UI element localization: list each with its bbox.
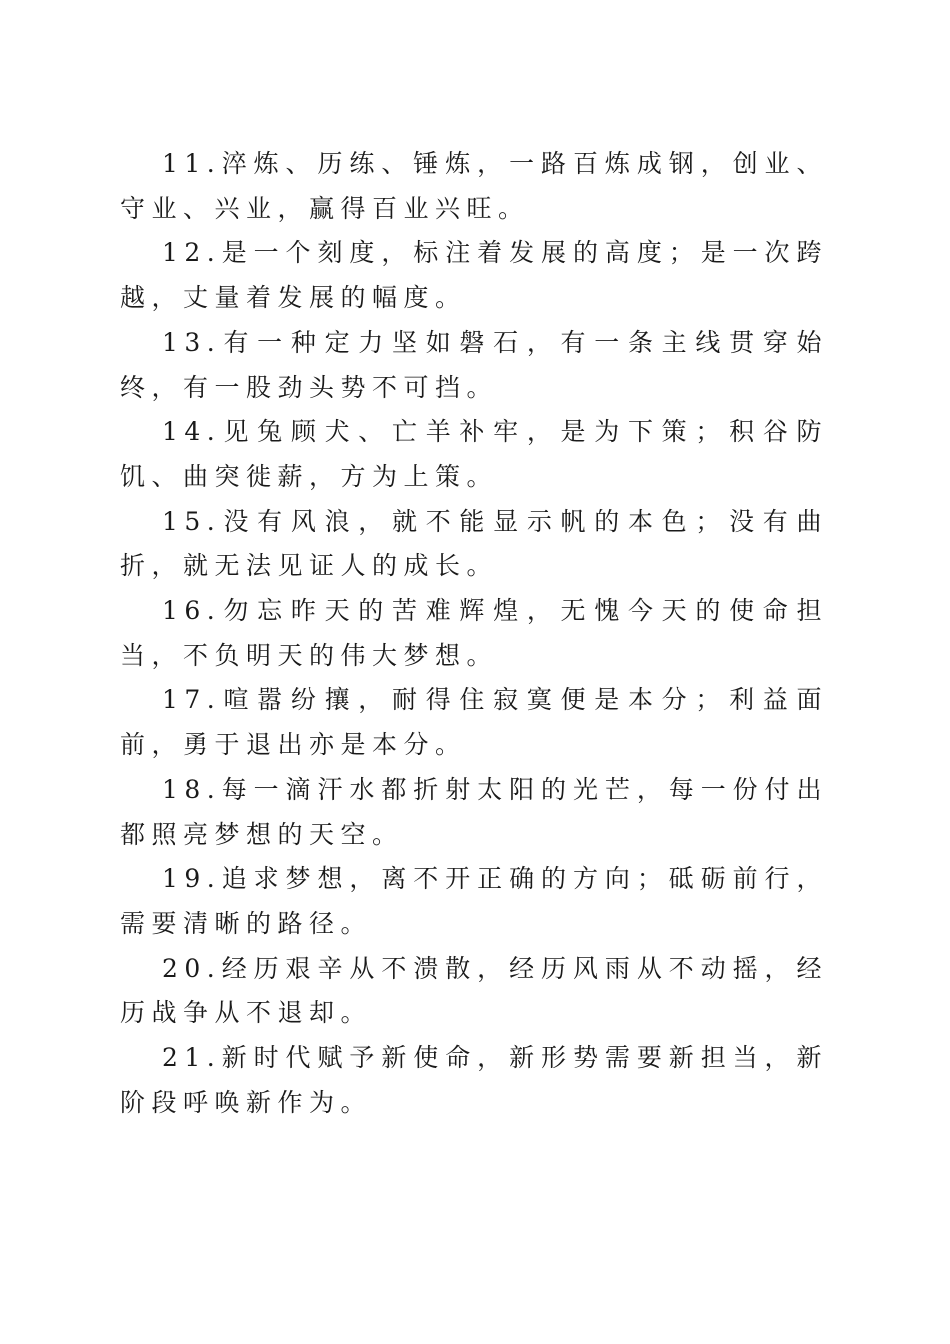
list-item: 14.见兔顾犬、亡羊补牢，是为下策；积谷防饥、曲突徙薪，方为上策。 (120, 417, 828, 491)
list-item: 17.喧嚣纷攘，耐得住寂寞便是本分；利益面前，勇于退出亦是本分。 (120, 685, 828, 760)
document-body (120, 142, 828, 1125)
list-item: 18.每一滴汗水都折射太阳的光芒，每一份付出都照亮梦想的天空。 (120, 774, 828, 849)
list-item: 21.新时代赋予新使命，新形势需要新担当，新阶段呼唤新作为。 (120, 1043, 828, 1117)
list-item: 20.经历艰辛从不溃散，经历风雨从不动摇，经历战争从不退却。 (120, 953, 828, 1028)
list-item: 16.勿忘昨天的苦难辉煌，无愧今天的使命担当，不负明天的伟大梦想。 (120, 596, 828, 670)
list-item: 19.追求梦想，离不开正确的方向；砥砺前行，需要清晰的路径。 (120, 864, 828, 938)
list-item: 11.淬炼、历练、锤炼，一路百炼成钢，创业、守业、兴业，赢得百业兴旺。 (120, 149, 828, 223)
list-item: 12.是一个刻度，标注着发展的高度；是一次跨越，丈量着发展的幅度。 (120, 238, 828, 313)
list-item: 15.没有风浪，就不能显示帆的本色；没有曲折，就无法见证人的成长。 (120, 506, 828, 581)
list-item: 13.有一种定力坚如磐石，有一条主线贯穿始终，有一股劲头势不可挡。 (120, 327, 828, 402)
